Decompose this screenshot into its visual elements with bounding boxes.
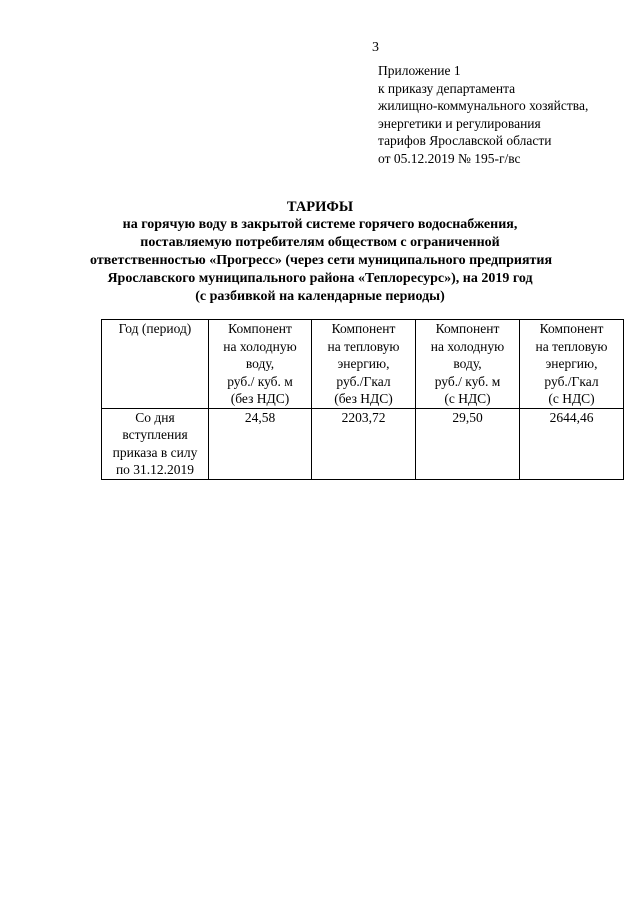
header-line: руб./Гкал [336, 373, 391, 389]
table-row [102, 408, 624, 479]
period-line: вступления [122, 427, 188, 442]
cell-period [102, 408, 209, 479]
appendix-line: энергетики и регулирования [378, 115, 541, 131]
header-cold-water-no-vat [209, 320, 312, 409]
cell-cold-water-no-vat: 24,58 [209, 408, 312, 479]
header-line: Компонент [539, 321, 604, 336]
appendix-block [378, 62, 636, 167]
header-heat-energy-with-vat [520, 320, 624, 409]
appendix-line: тарифов Ярославской области [378, 133, 552, 148]
title-main: ТАРИФЫ [286, 199, 354, 215]
header-line: Компонент [331, 321, 396, 336]
header-line: на холодную [430, 338, 505, 354]
header-line: на тепловую [535, 338, 608, 354]
header-line: энергию, [545, 356, 598, 371]
tariffs-table [101, 319, 624, 480]
header-line: Компонент [228, 321, 292, 336]
header-line: (без НДС) [230, 391, 290, 406]
appendix-line: жилищно-коммунального хозяйства, [378, 98, 589, 113]
header-line: (без НДС) [334, 391, 393, 406]
header-line: на тепловую [327, 338, 400, 354]
header-period [102, 320, 209, 409]
header-heat-energy-no-vat [312, 320, 416, 409]
period-line: по 31.12.2019 [115, 462, 195, 477]
period-line: Со дня [135, 409, 175, 425]
header-line: воду, [453, 356, 482, 371]
title-line: ответственностью «Прогресс» (через сети муниципального предприятия [90, 253, 553, 268]
title-line: Ярославского муниципального района «Теплоресурс»), на 2019 год [107, 271, 533, 286]
header-line: на холодную [223, 338, 297, 354]
appendix-line: к приказу департамента [378, 80, 516, 96]
header-line: (с НДС) [444, 391, 491, 406]
header-line: Компонент [435, 321, 500, 336]
header-line: воду, [245, 356, 275, 371]
appendix-line: Приложение 1 [378, 63, 461, 78]
header-line: Год (период) [118, 321, 192, 336]
table-header-row [102, 320, 624, 409]
header-line: руб./ куб. м [227, 373, 293, 389]
title-line: (с разбивкой на календарные периоды) [195, 289, 445, 304]
header-line: (с НДС) [548, 391, 595, 406]
cell-heat-energy-with-vat: 2644,46 [520, 408, 624, 479]
cell-cold-water-with-vat: 29,50 [416, 408, 520, 479]
header-cold-water-with-vat [416, 320, 520, 409]
appendix-line: от 05.12.2019 № 195-г/вс [378, 150, 521, 166]
cell-heat-energy-no-vat: 2203,72 [312, 408, 416, 479]
page-number: 3 [372, 40, 379, 55]
document-title [90, 198, 553, 306]
period-line: приказа в силу [112, 444, 198, 460]
header-line: руб./ куб. м [434, 373, 501, 389]
header-line: энергию, [337, 356, 390, 371]
title-line: поставляемую потребителям обществом с ограниченной [140, 235, 500, 250]
header-line: руб./Гкал [544, 373, 599, 389]
title-line: на горячую воду в закрытой системе горячего водоснабжения, [122, 217, 518, 232]
